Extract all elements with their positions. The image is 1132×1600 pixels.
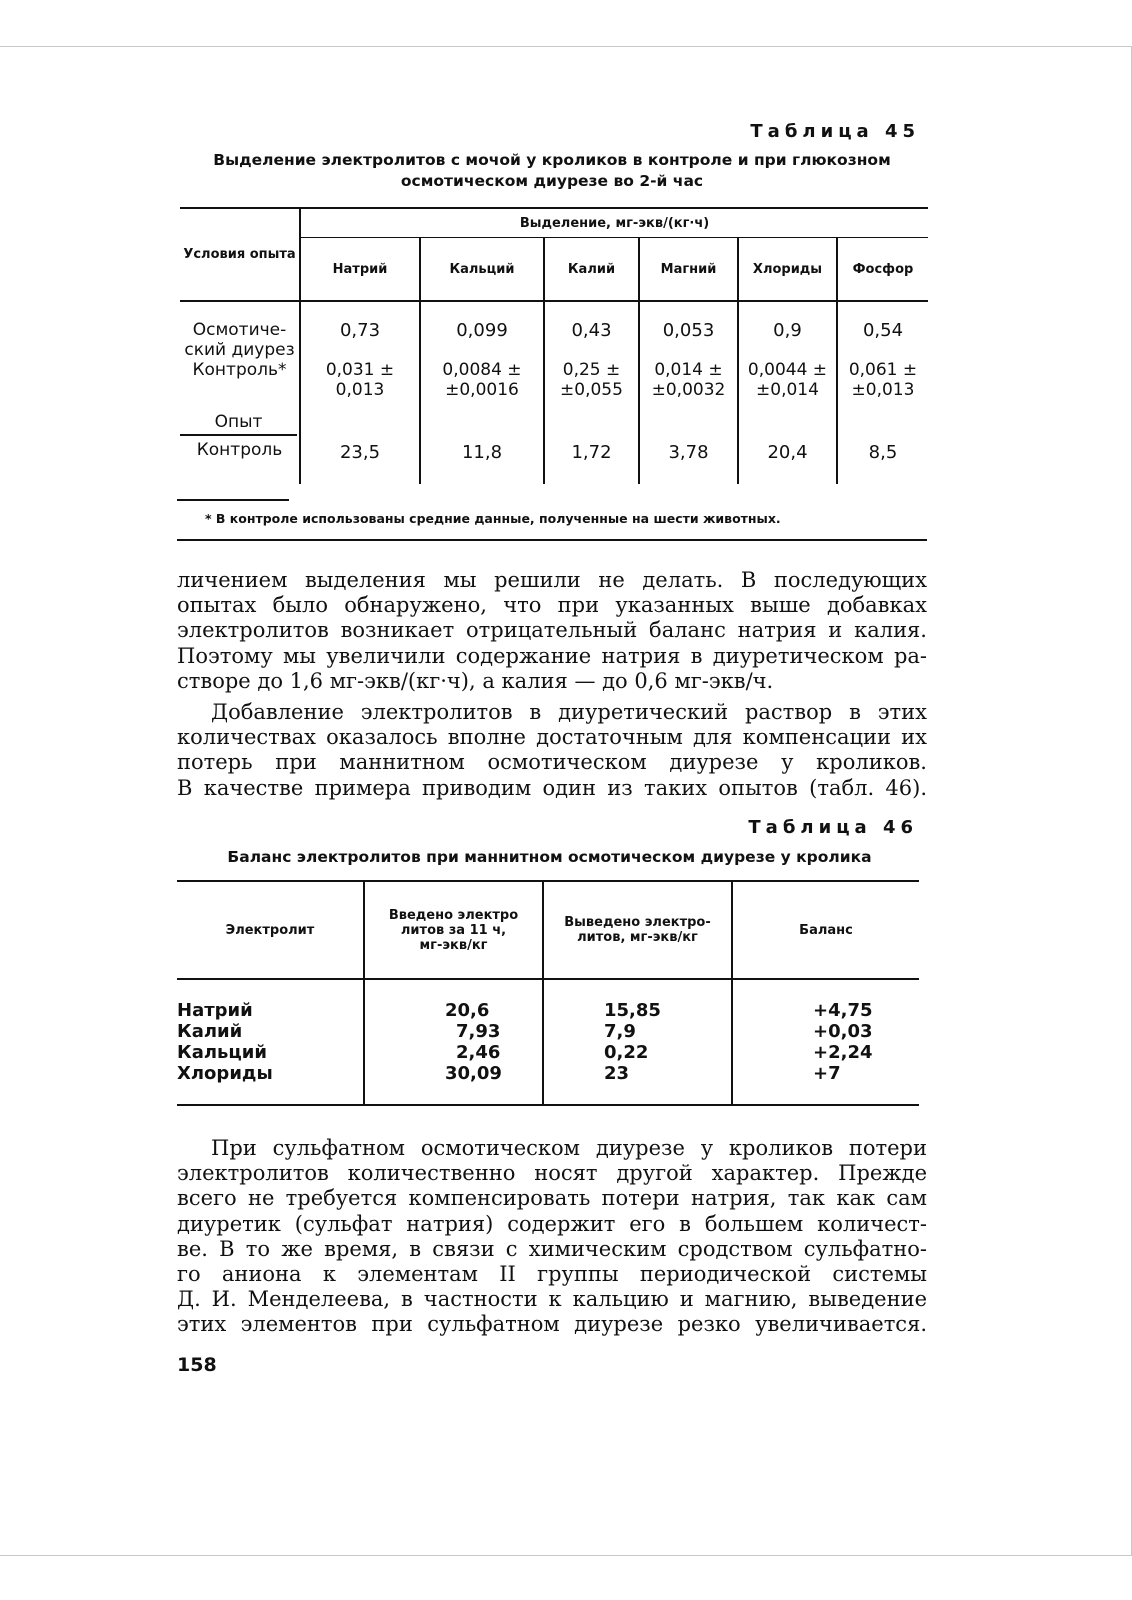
table45-label: Таблица 45	[750, 121, 920, 142]
condition-header: Условия опыта	[180, 208, 300, 301]
col-header-potassium: Калий	[544, 238, 639, 302]
cell: 0,43	[544, 301, 639, 360]
cell: 1,72	[544, 400, 639, 484]
table-row	[177, 979, 919, 1084]
cell: 3,78	[639, 400, 738, 484]
cell: +4,75 +0,03 +2,24 +7	[732, 979, 919, 1084]
cell: 20,4	[738, 400, 837, 484]
cell: 15,85 7,9 0,22 23	[543, 979, 732, 1084]
table46-label: Таблица 46	[748, 817, 918, 838]
col-header-phosphorus: Фосфор	[837, 238, 928, 302]
col-header-sodium: Натрий	[300, 238, 420, 302]
col-header-balance: Баланс	[732, 881, 919, 979]
cell: 0,061 ± ±0,013	[837, 360, 928, 400]
cell: 11,8	[420, 400, 544, 484]
table45	[180, 207, 928, 484]
cell: 0,0044 ± ±0,014	[738, 360, 837, 400]
col-header-chlorides: Хлориды	[738, 238, 837, 302]
excretion-header: Выделение, мг-экв/(кг·ч)	[300, 208, 928, 238]
col-header-excreted: Выведено электро- литов, мг-экв/кг	[543, 881, 732, 979]
paragraph-3: При сульфатном осмотическом диурезе у кроликов потери электролитов количественно носят другой характер. Прежде всего не требуется компенсировать потери натрия, так как сам диуретик (сульфат натрия) содержит его в большем количест- ве. В то же время, в связи с химическим сродством сульфатно- го аниона к элементам II группы периодической системы Д. И. Менделеева, в частности к кальцию и магнию, выведение этих элементов при сульфатном диурезе резко увеличивается.	[177, 1136, 927, 1337]
cell: 8,5	[837, 400, 928, 484]
row-label-ratio: Опыт Контроль	[180, 400, 300, 484]
page-frame-top	[0, 46, 1132, 47]
table-row	[180, 400, 928, 484]
paragraph-1: личением выделения мы решили не делать. В последующих опытах было обнаружено, что при указанных выше добавках электролитов возникает отрицательный баланс натрия и калия. Поэтому мы увеличили содержание натрия в диуретическом ра- створе до 1,6 мг-экв/(кг·ч), а калия — до 0,6 мг-экв/ч.	[177, 568, 927, 693]
table45-footnote: * В контроле использованы средние данные, полученные на шести животных.	[205, 511, 781, 526]
cell: 0,73	[300, 301, 420, 360]
col-header-introduced: Введено электро литов за 11 ч, мг-экв/кг	[364, 881, 543, 979]
cell: 0,014 ± ±0,0032	[639, 360, 738, 400]
cell: 0,031 ± 0,013	[300, 360, 420, 400]
cell: 0,9	[738, 301, 837, 360]
row-label-control: Контроль*	[192, 360, 287, 380]
cell: 0,54	[837, 301, 928, 360]
footnote-rule	[177, 499, 289, 501]
cell: 23,5	[300, 400, 420, 484]
table45-caption-line2: осмотическом диурезе во 2-й час	[400, 172, 704, 190]
cell: 0,053	[639, 301, 738, 360]
table-row	[180, 301, 928, 360]
table46-caption: Баланс электролитов при маннитном осмотическом диурезе у кролика	[227, 848, 872, 866]
col-header-electrolyte: Электролит	[177, 881, 364, 979]
table45-caption-line1: Выделение электролитов с мочой у кроликов в контроле и при глюкозном	[213, 151, 891, 169]
table45-bottom-rule	[177, 539, 927, 541]
cell: 0,099	[420, 301, 544, 360]
paragraph-2: Добавление электролитов в диуретический раствор в этих количествах оказалось вполне достаточным для компенсации их потерь при маннитном осмотическом диурезе у кроликов. В качестве примера приводим один из таких опытов (табл. 46).	[177, 700, 927, 800]
cell: 0,0084 ± ±0,0016	[420, 360, 544, 400]
cell: 0,25 ± ±0,055	[544, 360, 639, 400]
cell: Натрий Калий Кальций Хлориды	[177, 1000, 273, 1084]
table45-caption	[177, 150, 927, 192]
col-header-calcium: Кальций	[420, 238, 544, 302]
col-header-magnesium: Магний	[639, 238, 738, 302]
page-frame-bottom	[0, 1555, 1132, 1556]
table-row	[180, 360, 928, 400]
cell: 20,6 7,93 2,46 30,09	[364, 979, 543, 1084]
table46	[177, 880, 919, 1106]
row-label-osmotic: Осмотиче- ский диурез	[184, 320, 295, 360]
page-number: 158	[177, 1354, 217, 1376]
